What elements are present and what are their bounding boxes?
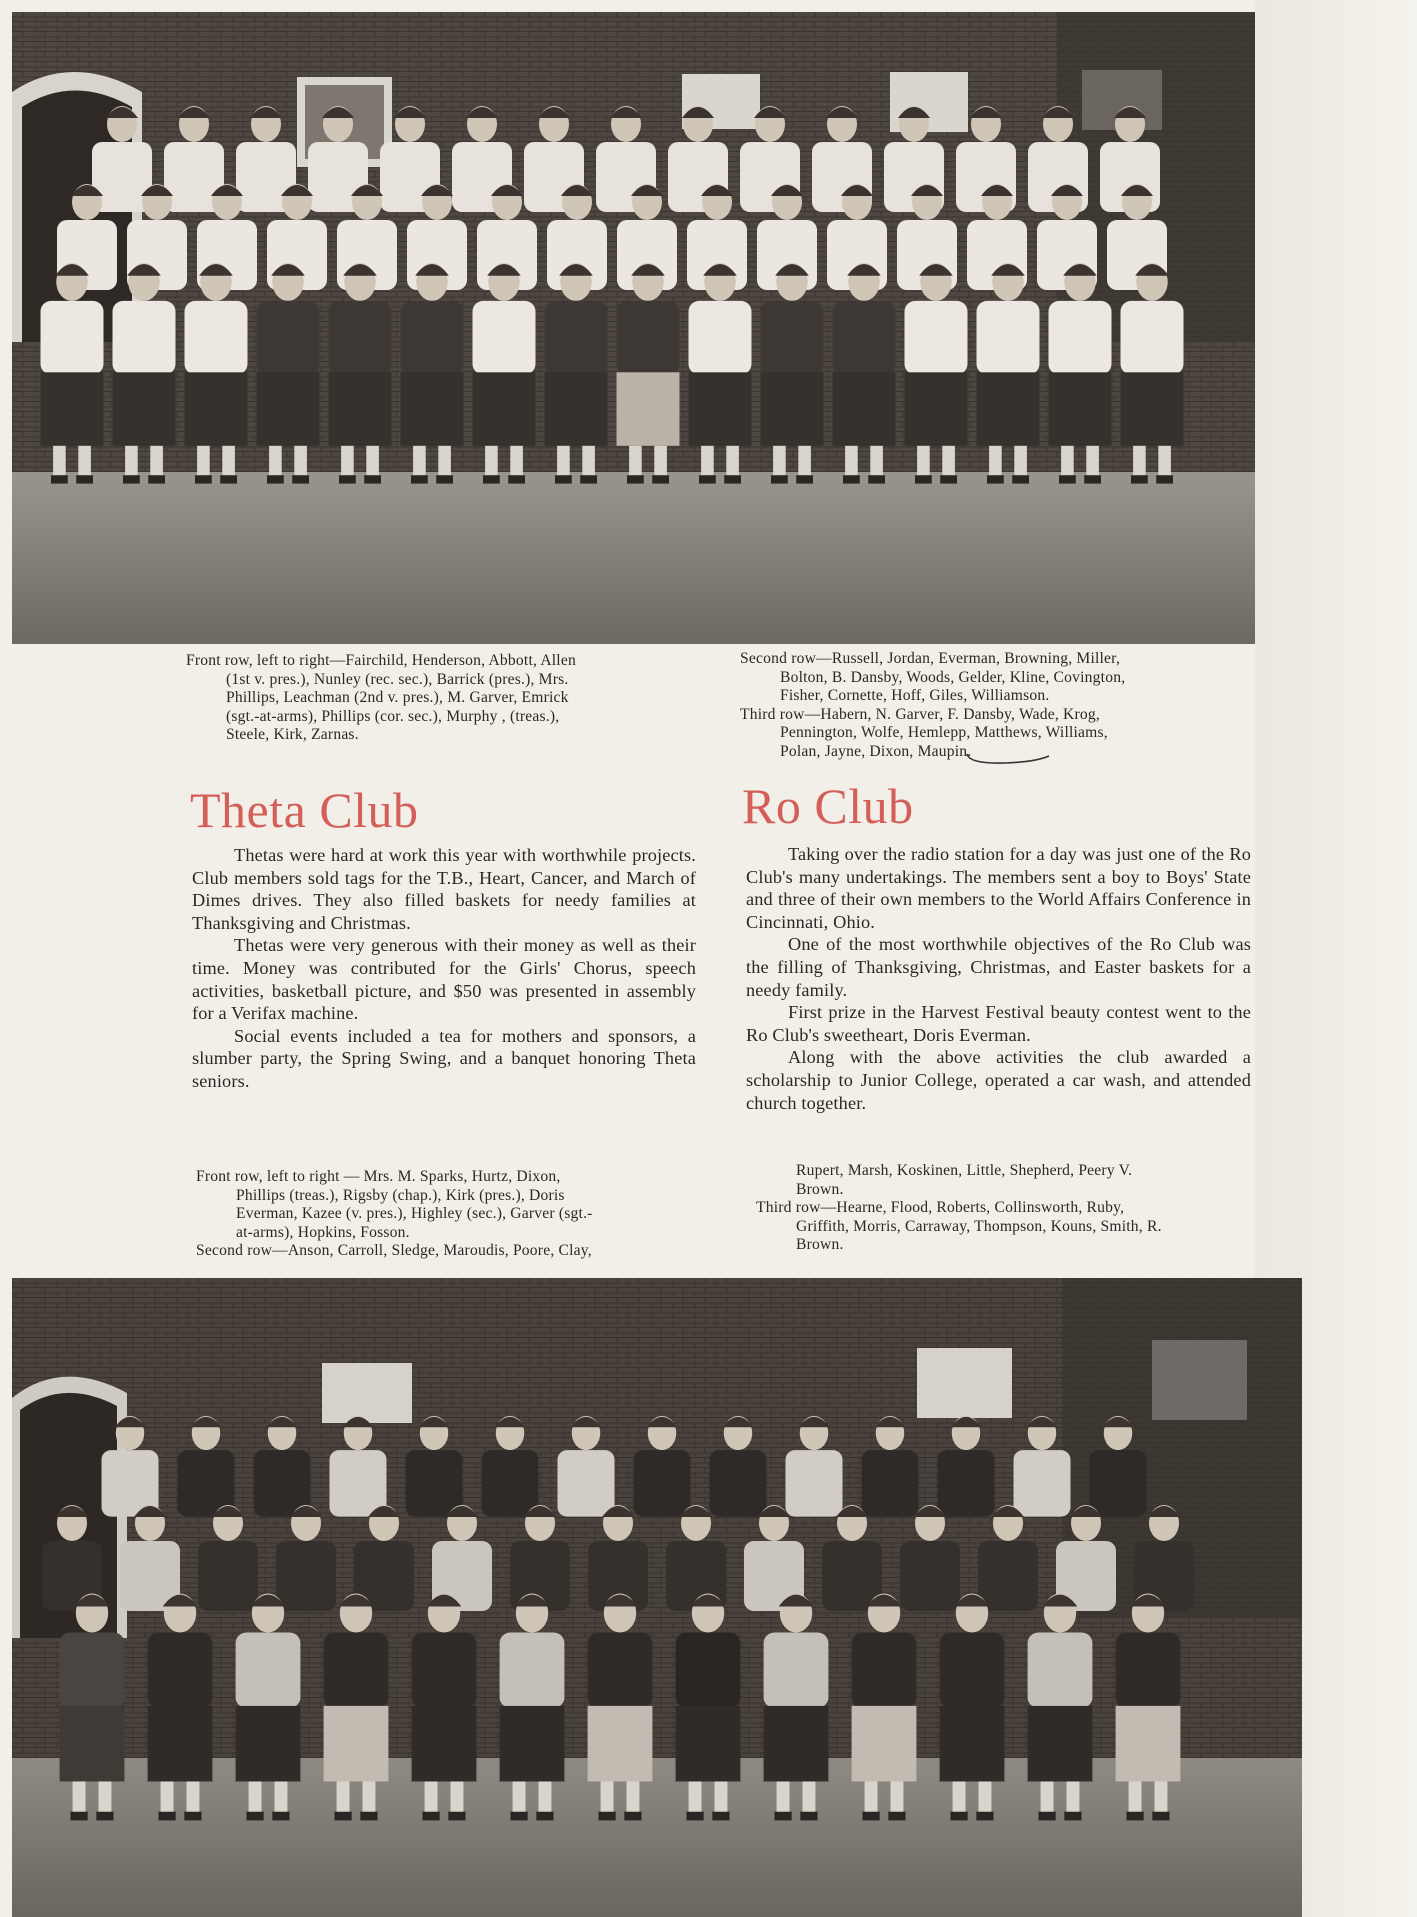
caption-line: at-arms), Hopkins, Fosson. [236,1223,410,1241]
caption-line: Pennington, Wolfe, Hemlepp, Matthews, Williams, [780,724,1108,741]
caption-line: Polan, Jayne, Dixon, Maupin. [780,742,972,760]
caption-line: Bolton, B. Dansby, Woods, Gelder, Kline, Covington, [780,668,1126,686]
theta-club-title: Theta Club [190,782,419,838]
theta-paragraph: Thetas were hard at work this year with worthwhile projects. Club members sold tags for the T.B., Heart, Cancer, and March of Dimes drives. They also filled baskets for needy families at Thanksgiving and Christmas. [192,845,696,933]
caption-line: Third row—Habern, N. Garver, F. Dansby, Wade, Krog, [740,705,1101,723]
ro-club-title: Ro Club [742,778,914,834]
group-photo-top [12,12,1255,644]
caption-line: (1st v. pres.), Nunley (rec. sec.), Barrick (pres.), Mrs. [226,670,569,688]
group-photo-bottom [12,1278,1302,1917]
theta-paragraph: Social events included a tea for mothers and sponsors, a slumber party, the Spring Swing, and a banquet honoring Theta seniors. [192,1025,696,1091]
ro-paragraph: Along with the above activities the club awarded a scholarship to Junior College, operated a car wash, and attended church together. [746,1047,1251,1113]
group-photo-bottom-image [12,1278,1302,1917]
caption-line: Griffith, Morris, Carraway, Thompson, Kouns, Smith, R. [796,1217,1162,1235]
group-photo-top-image [12,12,1255,644]
caption-line: Brown. [796,1180,844,1198]
ro-paragraph: Taking over the radio station for a day was just one of the Ro Club's many undertakings. The members sent a boy to Boys' State and three of their own members to the World Affairs Conference in Cincinnati, Ohio. [746,844,1251,932]
caption-line: Front row, left to right—Fairchild, Henderson, Abbott, Allen [186,652,576,669]
caption-line: Phillips (treas.), Rigsby (chap.), Kirk (pres.), Doris [236,1186,565,1204]
caption-line: Front row, left to right — Mrs. M. Sparks, Hurtz, Dixon, [196,1168,561,1185]
caption-line: Brown. [796,1236,844,1253]
pen-underline-mark [965,750,1055,768]
theta-paragraph: Thetas were very generous with their money as well as their time. Money was contributed for the Girls' Chorus, speech activities, basketball picture, and $50 was presented in assembly for a Verifax machine. [192,935,696,1024]
ro-bottom-caption [756,1162,1261,1255]
caption-line: Second row—Russell, Jordan, Everman, Browning, Miller, [740,650,1121,667]
ro-article [746,843,1251,1114]
caption-line: Everman, Kazee (v. pres.), Highley (sec.), Garver (sgt.- [236,1205,593,1222]
theta-photo-caption [186,652,690,745]
theta-article [192,844,696,1093]
caption-line: (sgt.-at-arms), Phillips (cor. sec.), Murphy , (treas.), [226,707,560,725]
caption-line: Second row—Anson, Carroll, Sledge, Maroudis, Poore, Clay, [196,1242,592,1259]
ro-paragraph: One of the most worthwhile objectives of the Ro Club was the filling of Thanksgiving, Christmas, and Easter baskets for a needy family. [746,934,1251,1000]
caption-line: Fisher, Cornette, Hoff, Giles, Williamson. [780,687,1050,704]
ro-paragraph: First prize in the Harvest Festival beauty contest went to the Ro Club's sweetheart, Doris Everman. [746,1002,1251,1045]
theta-bottom-caption [196,1168,701,1261]
ro-photo-caption [740,650,1244,761]
caption-line: Rupert, Marsh, Koskinen, Little, Shepherd, Peery V. [796,1162,1133,1179]
caption-line: Phillips, Leachman (2nd v. pres.), M. Garver, Emrick [226,689,569,706]
caption-line: Third row—Hearne, Flood, Roberts, Collinsworth, Ruby, [756,1199,1125,1216]
caption-line: Steele, Kirk, Zarnas. [226,726,359,743]
